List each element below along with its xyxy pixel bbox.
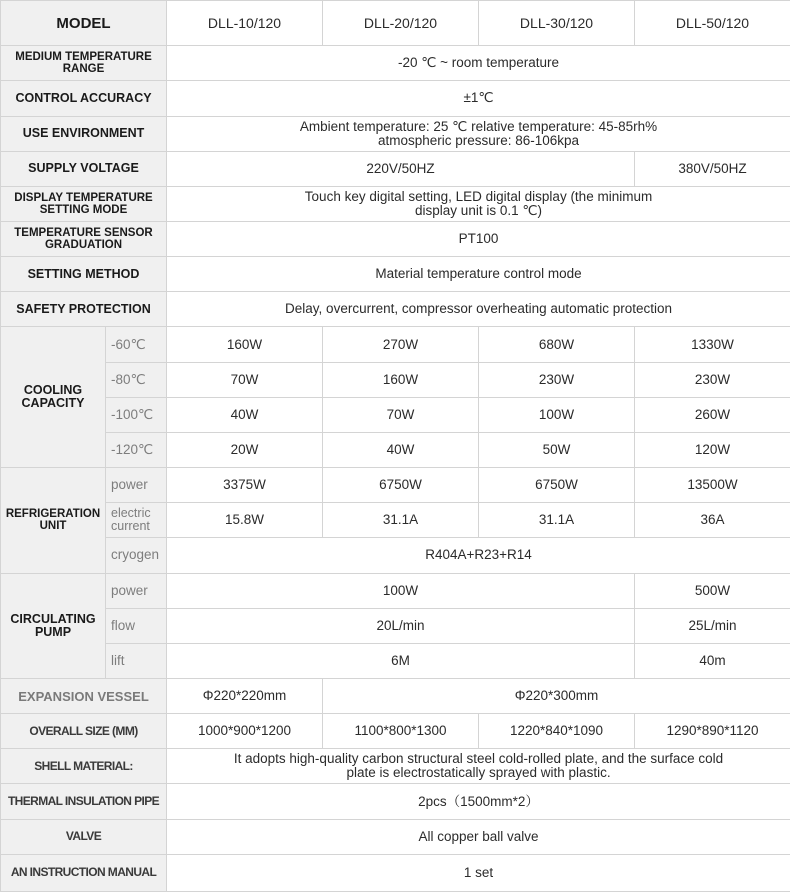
refrigeration-power: 13500W [635, 468, 790, 503]
model-name: DLL-50/120 [635, 1, 790, 46]
thermal-pipe-label: THERMAL INSULATION PIPE [1, 784, 167, 819]
refrigeration-row [1, 503, 790, 538]
cooling-value: 40W [323, 432, 479, 467]
expansion-vessel-label: EXPANSION VESSEL [1, 679, 167, 714]
overall-size-value: 1100*800*1300 [323, 714, 479, 749]
shell-material-line: It adopts high-quality carbon structural steel cold-rolled plate, and the surface cold [233, 751, 724, 767]
shell-material-label: SHELL MATERIAL: [1, 749, 167, 784]
refrigeration-power: 6750W [323, 468, 479, 503]
use-environment-value [167, 116, 790, 151]
refrigeration-row [1, 538, 790, 573]
refrigeration-row [1, 468, 790, 503]
refrigeration-current: 15.8W [167, 503, 323, 538]
pipe-row [1, 784, 790, 819]
pump-row [1, 643, 790, 678]
refrigeration-unit-label: REFRIGERATION UNIT [1, 468, 106, 573]
setting-method-value: Material temperature control mode [167, 257, 790, 292]
cooling-value: 40W [167, 397, 323, 432]
pump-row [1, 608, 790, 643]
pump-lift: 6M [167, 643, 635, 678]
cooling-value: 1330W [635, 327, 790, 362]
display-mode-value [167, 186, 790, 221]
control-accuracy-row [1, 81, 790, 116]
pump-lift: 40m [635, 643, 790, 678]
cooling-row [1, 362, 790, 397]
refrigeration-power: 6750W [479, 468, 635, 503]
refrigeration-sub-label: cryogen [106, 538, 167, 573]
cooling-value: 160W [323, 362, 479, 397]
refrigeration-power: 3375W [167, 468, 323, 503]
pump-row [1, 573, 790, 608]
overall-size-row [1, 714, 790, 749]
cooling-value: 230W [635, 362, 790, 397]
model-name: DLL-30/120 [479, 1, 635, 46]
safety-label: SAFETY PROTECTION [1, 292, 167, 327]
overall-size-value: 1290*890*1120 [635, 714, 790, 749]
use-environment-label: USE ENVIRONMENT [1, 116, 167, 151]
setting-method-label: SETTING METHOD [1, 257, 167, 292]
thermal-pipe-value: 2pcs（1500mm*2） [167, 784, 790, 819]
control-accuracy-value: ±1℃ [167, 81, 790, 116]
pump-power: 100W [167, 573, 635, 608]
cooling-row [1, 327, 790, 362]
pump-flow: 25L/min [635, 608, 790, 643]
cooling-capacity-label: COOLING CAPACITY [1, 327, 106, 468]
control-accuracy-label: CONTROL ACCURACY [1, 81, 167, 116]
cooling-value: 260W [635, 397, 790, 432]
cooling-value: 120W [635, 432, 790, 467]
use-environment-line: Ambient temperature: 25 ℃ relative temperature: 45-85rh% [299, 118, 658, 134]
model-label: MODEL [1, 1, 167, 46]
use-environment-line: atmospheric pressure: 86-106kpa [377, 132, 580, 148]
display-mode-line: Touch key digital setting, LED digital display (the minimum [304, 188, 653, 204]
pump-sub-label: flow [106, 608, 167, 643]
cooling-value: 270W [323, 327, 479, 362]
display-mode-row [1, 186, 790, 221]
cooling-value: 70W [167, 362, 323, 397]
shell-row [1, 749, 790, 784]
cooling-value: 70W [323, 397, 479, 432]
expansion-value: Φ220*300mm [323, 679, 790, 714]
supply-voltage-label: SUPPLY VOLTAGE [1, 151, 167, 186]
sensor-row [1, 221, 790, 256]
refrigeration-current: 31.1A [323, 503, 479, 538]
pump-sub-label: lift [106, 643, 167, 678]
model-name: DLL-20/120 [323, 1, 479, 46]
overall-size-label: OVERALL SIZE (MM) [1, 714, 167, 749]
expansion-value: Φ220*220mm [167, 679, 323, 714]
valve-value: All copper ball valve [167, 819, 790, 854]
valve-label: VALVE [1, 819, 167, 854]
safety-value: Delay, overcurrent, compressor overheating automatic protection [167, 292, 790, 327]
refrigeration-current: 31.1A [479, 503, 635, 538]
cooling-temp: -100℃ [106, 397, 167, 432]
cooling-value: 160W [167, 327, 323, 362]
cooling-value: 100W [479, 397, 635, 432]
cooling-temp: -80℃ [106, 362, 167, 397]
refrigeration-cryogen: R404A+R23+R14 [167, 538, 790, 573]
cooling-temp: -60℃ [106, 327, 167, 362]
pump-flow: 20L/min [167, 608, 635, 643]
manual-row [1, 854, 790, 891]
shell-material-line: plate is electrostatically sprayed with plastic. [346, 765, 611, 781]
manual-value: 1 set [167, 854, 790, 891]
expansion-row [1, 679, 790, 714]
shell-material-value [167, 749, 790, 784]
circulating-pump-label: CIRCULATING PUMP [1, 573, 106, 678]
model-name: DLL-10/120 [167, 1, 323, 46]
sensor-value: PT100 [167, 221, 790, 256]
sensor-label: TEMPERATURE SENSOR GRADUATION [1, 221, 167, 256]
refrigeration-current: 36A [635, 503, 790, 538]
manual-label: AN INSTRUCTION MANUAL [1, 854, 167, 891]
pump-power: 500W [635, 573, 790, 608]
model-row [1, 1, 790, 46]
medium-temp-row [1, 46, 790, 81]
cooling-row [1, 432, 790, 467]
medium-temp-label: MEDIUM TEMPERATURE RANGE [1, 46, 167, 81]
cooling-row [1, 397, 790, 432]
setting-method-row [1, 257, 790, 292]
cooling-value: 20W [167, 432, 323, 467]
supply-voltage-value: 380V/50HZ [635, 151, 790, 186]
refrigeration-sub-label: power [106, 468, 167, 503]
supply-voltage-row [1, 151, 790, 186]
cooling-value: 50W [479, 432, 635, 467]
display-mode-label: DISPLAY TEMPERATURE SETTING MODE [1, 186, 167, 221]
valve-row [1, 819, 790, 854]
supply-voltage-value: 220V/50HZ [167, 151, 635, 186]
display-mode-line: display unit is 0.1 ℃) [415, 202, 542, 218]
safety-row [1, 292, 790, 327]
medium-temp-value: -20 ℃ ~ room temperature [167, 46, 790, 81]
cooling-temp: -120℃ [106, 432, 167, 467]
cooling-value: 230W [479, 362, 635, 397]
pump-sub-label: power [106, 573, 167, 608]
cooling-value: 680W [479, 327, 635, 362]
overall-size-value: 1220*840*1090 [479, 714, 635, 749]
overall-size-value: 1000*900*1200 [167, 714, 323, 749]
use-environment-row [1, 116, 790, 151]
refrigeration-sub-label: electric current [106, 503, 167, 538]
